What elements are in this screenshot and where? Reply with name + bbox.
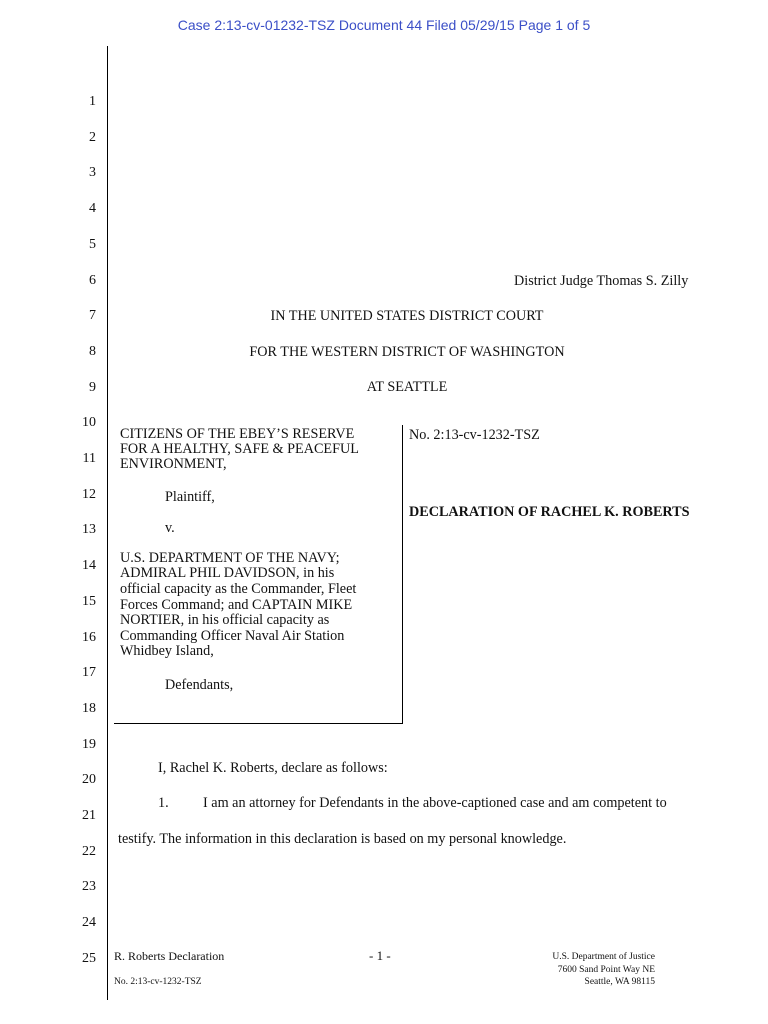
defendant-line-1: U.S. DEPARTMENT OF THE NAVY; — [120, 550, 340, 566]
line-number: 13 — [82, 522, 96, 538]
ecf-header: Case 2:13-cv-01232-TSZ Document 44 Filed 05/29/15 Page 1 of 5 — [177, 17, 591, 33]
line-number: 1 — [89, 94, 96, 109]
margin-rule — [107, 46, 108, 1000]
line-number: 23 — [82, 879, 96, 895]
defendant-line-5: NORTIER, in his official capacity as — [120, 612, 330, 628]
court-title: IN THE UNITED STATES DISTRICT COURT — [270, 308, 544, 324]
footer-agency: U.S. Department of Justice — [552, 952, 655, 962]
document-title: DECLARATION OF RACHEL K. ROBERTS — [409, 504, 690, 520]
line-number: 22 — [82, 843, 96, 859]
judge-line: District Judge Thomas S. Zilly — [514, 273, 689, 289]
line-number: 24 — [82, 915, 96, 931]
paragraph-1-line-2: testify. The information in this declaration is based on my personal knowledge. — [118, 831, 567, 847]
line-number: 17 — [82, 665, 96, 681]
court-district: FOR THE WESTERN DISTRICT OF WASHINGTON — [249, 344, 565, 360]
defendant-line-2: ADMIRAL PHIL DAVIDSON, in his — [120, 565, 335, 581]
versus: v. — [165, 520, 175, 536]
plaintiff-name-line-1: CITIZENS OF THE EBEY’S RESERVE — [120, 426, 355, 442]
paragraph-number: 1. — [158, 795, 169, 811]
line-number: 16 — [82, 629, 96, 645]
plaintiff-name-line-3: ENVIRONMENT, — [120, 456, 227, 472]
line-number: 6 — [89, 272, 96, 288]
line-number: 5 — [89, 236, 96, 252]
plaintiff-name-line-2: FOR A HEALTHY, SAFE & PEACEFUL — [120, 441, 359, 457]
line-number: 14 — [82, 558, 96, 574]
paragraph-1-line-1: I am an attorney for Defendants in the above-captioned case and am competent to — [203, 795, 667, 811]
court-location: AT SEATTLE — [366, 379, 448, 395]
line-number: 8 — [89, 343, 96, 359]
case-number: No. 2:13-cv-1232-TSZ — [409, 427, 540, 443]
line-number: 15 — [82, 593, 96, 609]
line-number: 4 — [89, 201, 96, 217]
defendant-line-3: official capacity as the Commander, Fleet — [120, 581, 357, 597]
footer-address: 7600 Sand Point Way NE — [557, 965, 655, 975]
defendant-line-4: Forces Command; and CAPTAIN MIKE — [120, 597, 353, 613]
line-number: 3 — [89, 165, 96, 181]
defendant-line-7: Whidbey Island, — [120, 643, 214, 659]
line-number: 18 — [82, 700, 96, 716]
line-number: 2 — [89, 129, 96, 145]
line-number: 20 — [82, 772, 96, 788]
defendant-line-6: Commanding Officer Naval Air Station — [120, 628, 345, 644]
plaintiff-label: Plaintiff, — [165, 489, 215, 505]
footer-case-number: No. 2:13-cv-1232-TSZ — [114, 977, 202, 987]
page-number: - 1 - — [369, 948, 391, 963]
line-number: 9 — [89, 379, 96, 395]
line-number: 21 — [82, 808, 96, 823]
line-number: 7 — [89, 308, 96, 324]
footer-title: R. Roberts Declaration — [114, 949, 225, 963]
line-number: 19 — [82, 736, 96, 752]
line-number: 11 — [82, 451, 96, 466]
line-number: 25 — [82, 950, 96, 966]
line-number: 10 — [82, 415, 96, 431]
declaration-intro: I, Rachel K. Roberts, declare as follows: — [158, 760, 388, 776]
defendant-label: Defendants, — [165, 677, 234, 693]
footer-city: Seattle, WA 98115 — [584, 977, 655, 987]
line-number: 12 — [82, 486, 96, 502]
